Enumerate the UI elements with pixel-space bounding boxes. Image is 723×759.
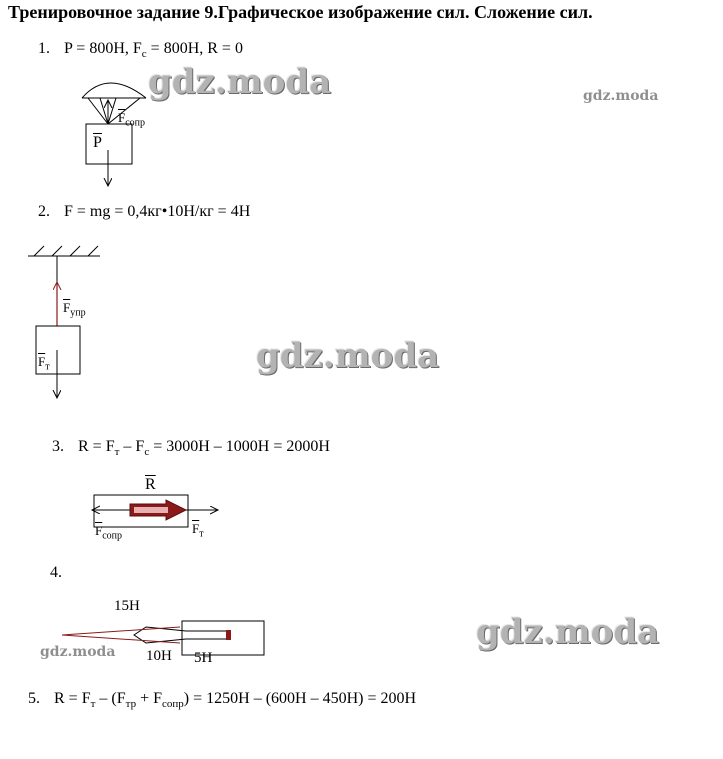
watermark-1: gdz.moda: [148, 62, 332, 102]
task-1-number: 1.: [38, 40, 50, 57]
label-15h: 15H: [114, 598, 140, 614]
parachute-diagram: [82, 83, 146, 186]
label-5h: 5H: [194, 650, 213, 666]
label-f-traction: $\overline{F}_т$: [192, 521, 204, 540]
task-5-formula: 5. $R = F_т - (F_{тр} + F_{сопр}) = 1250H - (600H - 450H) = 200H$: [28, 690, 417, 711]
label-f-resistance-1: $\overline{F}_{сопр}$: [118, 110, 146, 129]
task-5-number: 5.: [28, 690, 40, 707]
page-title: Тренировочное задание 9.Графическое изображение сил. Сложение сил.: [8, 2, 593, 22]
task-1-formula: 1. P = 800H, $F_c = 800H$, R = 0: [38, 40, 243, 61]
task-2-formula: 2. F = mg = 0,4кг•10Н/кг = 4Н: [38, 203, 251, 220]
parachute-canopy: [82, 83, 146, 98]
watermark-5: gdz.moda: [40, 644, 116, 660]
hanging-weight-diagram: [28, 246, 100, 398]
label-f-gravity: $\overline{F}_т$: [38, 354, 50, 373]
label-f-resistance-3: $\overline{F}_{сопр}$: [95, 523, 123, 542]
watermark-4: gdz.moda: [476, 612, 660, 652]
arrow-5h: [186, 631, 230, 639]
watermark-3: gdz.moda: [256, 336, 440, 376]
label-r: $\overline{R}$: [145, 476, 156, 493]
label-p: $\overline{P}$: [93, 134, 102, 151]
task-4-number: 4.: [50, 564, 62, 581]
watermark-2: gdz.moda: [583, 88, 659, 104]
task-3-formula: 3. $R = F_т - F_c = 3000H - 1000H = 2000H$: [52, 438, 330, 459]
label-10h: 10H: [146, 648, 172, 664]
task-2-number: 2.: [38, 203, 50, 220]
arrow-15h: [62, 627, 180, 643]
label-f-elastic: $\overline{F}_{упр}$: [63, 300, 86, 319]
task-3-number: 3.: [52, 438, 64, 455]
